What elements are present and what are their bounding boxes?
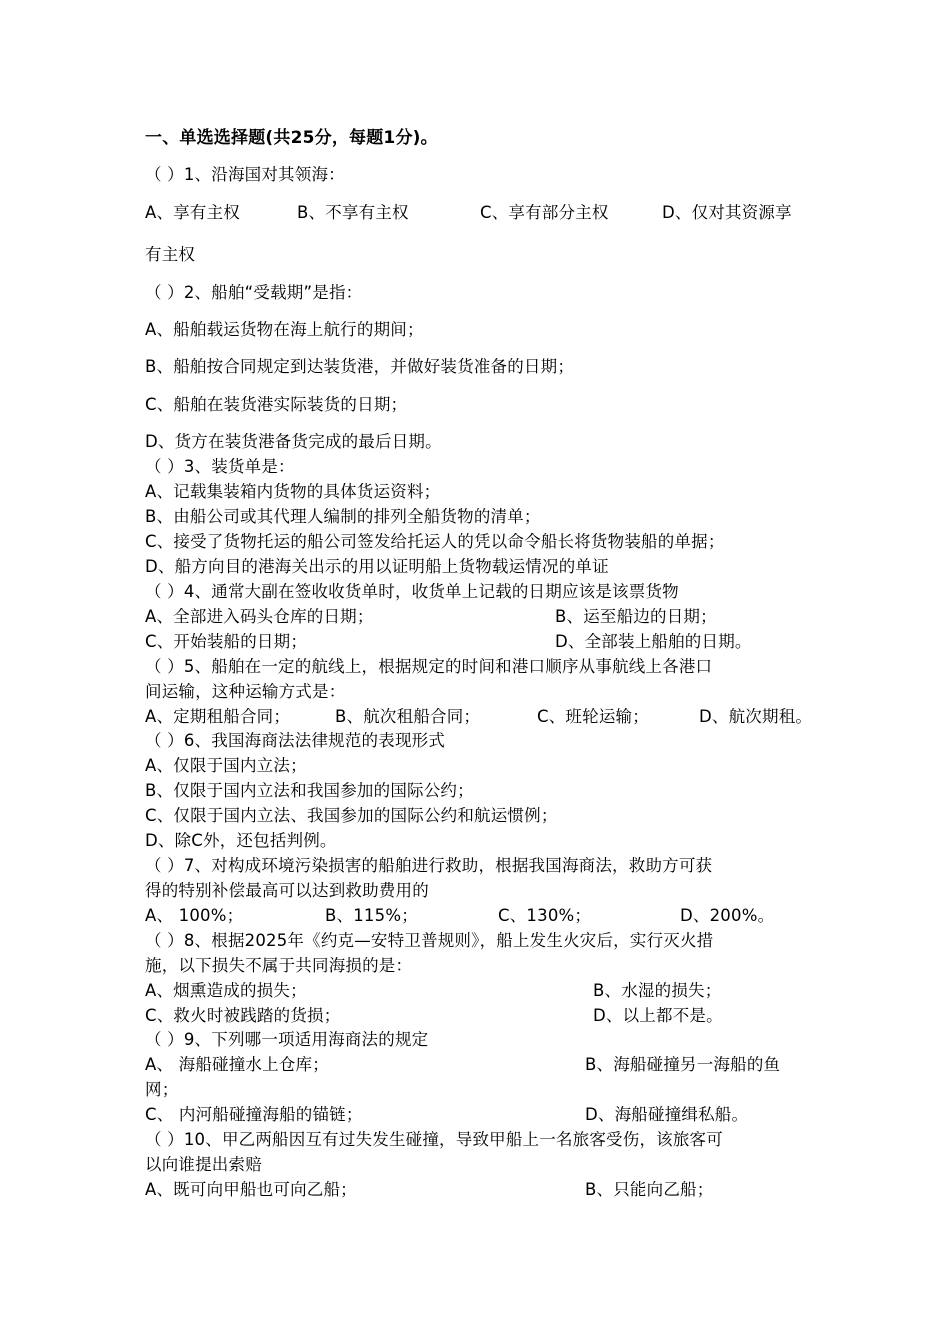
q7-option-a: A、 100%； xyxy=(145,906,244,925)
q3-option-a: A、记载集装箱内货物的具体货运资料； xyxy=(145,482,441,501)
q10-stem-line1: （ ）10、甲乙两船因互有过失发生碰撞，导致甲船上一名旅客受伤，该旅客可 xyxy=(145,1130,723,1149)
q7-option-b: B、115%； xyxy=(325,906,418,925)
q8-option-a: A、烟熏造成的损失； xyxy=(145,981,307,1000)
q2-option-a: A、船舶载运货物在海上航行的期间； xyxy=(145,320,424,339)
q8-stem-line1: （ ）8、根据2025年《约克—安特卫普规则》，船上发生火灾后，实行灭火措 xyxy=(145,931,714,950)
q4-stem: （ ）4、通常大副在签收收货单时，收货单上记载的日期应该是该票货物 xyxy=(145,582,679,601)
q5-stem-line2: 间运输，这种运输方式是： xyxy=(145,682,346,701)
q5-option-b: B、航次租船合同； xyxy=(335,707,481,726)
q6-option-b: B、仅限于国内立法和我国参加的国际公约； xyxy=(145,781,474,800)
q3-option-c: C、接受了货物托运的船公司签发给托运人的凭以命令船长将货物装船的单据； xyxy=(145,532,725,551)
q6-option-c: C、仅限于国内立法、我国参加的国际公约和航运惯例； xyxy=(145,806,558,825)
q2-option-c: C、船舶在装货港实际装货的日期； xyxy=(145,395,408,414)
q5-option-d: D、航次期租。 xyxy=(699,707,813,726)
q7-stem-line1: （ ）7、对构成环境污染损害的船舶进行救助，根据我国海商法，救助方可获 xyxy=(145,856,713,875)
q4-option-d: D、全部装上船舶的日期。 xyxy=(555,632,752,651)
q1-option-d: D、仅对其资源享 xyxy=(662,203,792,222)
q9-option-d: D、海船碰撞缉私船。 xyxy=(585,1105,749,1124)
q9-stem: （ ）9、下列哪一项适用海商法的规定 xyxy=(145,1030,429,1049)
q3-option-d: D、船方向目的港海关出示的用以证明船上货物载运情况的单证 xyxy=(145,557,609,576)
q2-option-b: B、船舶按合同规定到达装货港，并做好装货准备的日期； xyxy=(145,357,575,376)
q1-option-d-continued: 有主权 xyxy=(145,245,196,264)
section-title: 一、单选选择题(共25分，每题1分)。 xyxy=(145,128,438,148)
q8-option-d: D、以上都不是。 xyxy=(593,1006,723,1025)
q6-option-d: D、除C外，还包括判例。 xyxy=(145,831,337,850)
q2-option-d: D、货方在装货港备货完成的最后日期。 xyxy=(145,432,442,451)
q10-option-a: A、既可向甲船也可向乙船； xyxy=(145,1180,357,1199)
q8-option-c: C、救火时被践踏的货损； xyxy=(145,1006,341,1025)
q1-option-b: B、不享有主权 xyxy=(297,203,409,222)
q2-stem: （ ）2、船舶“受载期”是指： xyxy=(145,283,363,302)
q4-option-a: A、全部进入码头仓库的日期； xyxy=(145,607,374,626)
q4-option-c: C、开始装船的日期； xyxy=(145,632,308,651)
q7-option-d: D、200%。 xyxy=(680,906,775,925)
q8-option-b: B、水湿的损失； xyxy=(593,981,722,1000)
q10-option-b: B、只能向乙船； xyxy=(585,1180,714,1199)
q7-stem-line2: 得的特别补偿最高可以达到救助费用的 xyxy=(145,881,429,900)
q7-option-c: C、130%； xyxy=(498,906,592,925)
q9-option-c: C、 内河船碰撞海船的锚链； xyxy=(145,1105,363,1124)
q9-option-a: A、 海船碰撞水上仓库； xyxy=(145,1055,329,1074)
q3-stem: （ ）3、装货单是： xyxy=(145,457,295,476)
q4-option-b: B、运至船边的日期； xyxy=(555,607,717,626)
q9-option-b: B、海船碰撞另一海船的鱼 xyxy=(585,1055,781,1074)
q1-option-c: C、享有部分主权 xyxy=(480,203,609,222)
q9-option-b-continued: 网； xyxy=(145,1080,179,1099)
q6-stem: （ ）6、我国海商法法律规范的表现形式 xyxy=(145,731,446,750)
q3-option-b: B、由船公司或其代理人编制的排列全船货物的清单； xyxy=(145,507,541,526)
q10-stem-line2: 以向谁提出索赔 xyxy=(145,1155,262,1174)
q6-option-a: A、仅限于国内立法； xyxy=(145,756,307,775)
q8-stem-line2: 施，以下损失不属于共同海损的是： xyxy=(145,956,413,975)
q1-option-a: A、享有主权 xyxy=(145,203,240,222)
q5-option-a: A、定期租船合同； xyxy=(145,707,291,726)
q1-stem: （ ）1、沿海国对其领海： xyxy=(145,165,345,184)
q5-option-c: C、班轮运输； xyxy=(537,707,649,726)
q5-stem-line1: （ ）5、船舶在一定的航线上，根据规定的时间和港口顺序从事航线上各港口 xyxy=(145,657,713,676)
